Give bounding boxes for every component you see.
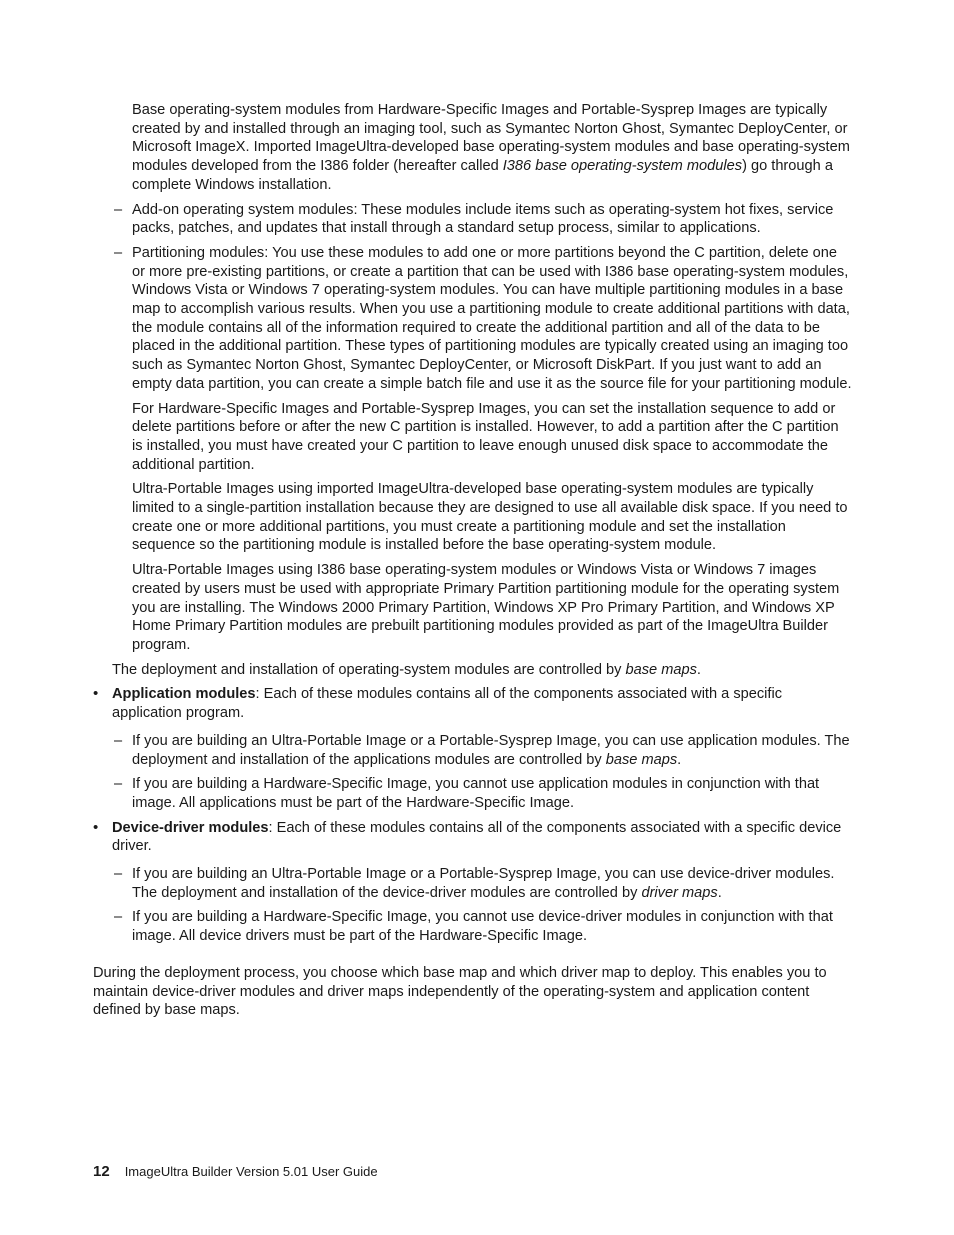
term-i386-base-os-modules: I386 base operating-system modules (502, 158, 743, 175)
page-body (93, 101, 853, 1020)
addon-modules-item (114, 201, 853, 238)
dash-marker: – (114, 732, 123, 749)
partitioning-modules-item (114, 244, 853, 394)
base-os-continuation-paragraph: Base operating-system modules from Hardware-Specific Images and Portable-Sysprep Images are typically created by and installed through an imaging tool, such as Symantec Norton Ghost, Symantec DeployCenter, or Microsoft ImageX. Imported ImageUltra-developed base operating-system modules and base operating-system modules developed from the I386 folder (hereafter called I386 base operating-system modules) go through a complete Windows installation. (132, 102, 850, 193)
partitioning-modules-text: Partitioning modules: You use these modules to add one or more partitions beyond the C partition, delete one or more pre-existing partitions, or create a partition that can be used with I386 base operating-system modules, Windows Vista or Windows 7 operating-system modules. You can have multiple partitioning modules in a base map to accomplish various results. When you use a partitioning module to create additional partitions with data, the module contains all of the information required to create the additional partition and all of the data to be placed in the additional partition. These types of partitioning modules are typically created using an imaging too such as Symantec Norton Ghost, Symantec DeployCenter, or Microsoft DiskPart. If you just want to add an empty data partition, you can create a simple batch file and use it as the source file for your partitioning module. (132, 244, 852, 392)
bullet-marker: • (93, 818, 99, 836)
partition-ultra-portable-paragraph: Ultra-Portable Images using imported ImageUltra-developed base operating-system modules are typically limited to a single-partition installation because they are designed to use all available disk space. If you need to create one or more additional partitions, you must create a partitioning module and set the installation sequence so the partitioning module is installed before the base operating-system module. (132, 481, 848, 554)
deployment-process-paragraph: During the deployment process, you choose which base map and which driver map to deploy. This enables you to maintain device-driver modules and driver maps independently of the operating-system and application content defined by base maps. (93, 964, 827, 1019)
application-hardware-specific-item (114, 775, 853, 812)
device-driver-modules-text: Device-driver modules: Each of these modules contains all of the components associated with a specific device driver. (112, 819, 842, 855)
term-driver-maps: driver maps (641, 884, 718, 901)
dash-marker: – (114, 244, 123, 261)
driver-hardware-specific-text: If you are building a Hardware-Specific Image, you cannot use device-driver modules in conjunction with that image. All device drivers must be part of the Hardware-Specific Image. (132, 909, 833, 945)
page-number: 12 (93, 1163, 110, 1180)
dash-marker: – (114, 776, 123, 793)
application-hardware-specific-text: If you are building a Hardware-Specific Image, you cannot use application modules in conjunction with that image. All applications must be part of the Hardware-Specific Image. (132, 776, 820, 811)
partition-hardware-specific-paragraph: For Hardware-Specific Images and Portable-Sysprep Images, you can set the installation sequence to add or delete partitions before or after the new C partition is installed. However, to add a partition after the C partition is installed, you must have created your C partition to leave enough unused disk space to accommodate the additional partition. (132, 400, 839, 473)
dash-marker: – (114, 201, 123, 218)
dash-marker: – (114, 909, 123, 926)
term-base-maps: base maps (605, 751, 678, 768)
device-driver-modules-term: Device-driver modules (112, 819, 269, 836)
document-title: ImageUltra Builder Version 5.01 User Guide (124, 1164, 378, 1179)
device-driver-modules-bullet (93, 818, 853, 856)
term-base-maps: base maps (625, 661, 697, 678)
driver-ultra-portable-text: If you are building an Ultra-Portable Image or a Portable-Sysprep Image, you can use device-driver modules. The deployment and installation of the device-driver modules are controlled by driver maps. (132, 866, 835, 901)
application-modules-term: Application modules (112, 686, 256, 703)
dash-marker: – (114, 866, 123, 883)
application-ultra-portable-item (114, 732, 853, 769)
addon-modules-text: Add-on operating system modules: These modules include items such as operating-system hot fixes, service packs, patches, and updates that install through a standard setup process, similar to applications. (132, 201, 834, 237)
driver-hardware-specific-item (114, 908, 853, 945)
driver-ultra-portable-item (114, 865, 853, 902)
bullet-marker: • (93, 685, 99, 703)
application-modules-text: Application modules: Each of these modules contains all of the components associated with a specific application program. (112, 686, 782, 722)
application-modules-bullet (93, 685, 853, 722)
application-ultra-portable-text: If you are building an Ultra-Portable Image or a Portable-Sysprep Image, you can use application modules. The deployment and installation of the applications modules are controlled by base maps. (132, 732, 850, 768)
os-deployment-paragraph: The deployment and installation of operating-system modules are controlled by base maps. (112, 661, 701, 678)
page-footer (93, 1163, 378, 1181)
partition-ultra-portable-i386-paragraph: Ultra-Portable Images using I386 base operating-system modules or Windows Vista or Windows 7 images created by users must be used with appropriate Primary Partition partitioning module for the operating system you are installing. The Windows 2000 Primary Partition, Windows XP Pro Primary Partition, and Windows XP Home Primary Partition modules are prebuilt partitioning modules provided as part of the ImageUltra Builder program. (132, 562, 840, 653)
